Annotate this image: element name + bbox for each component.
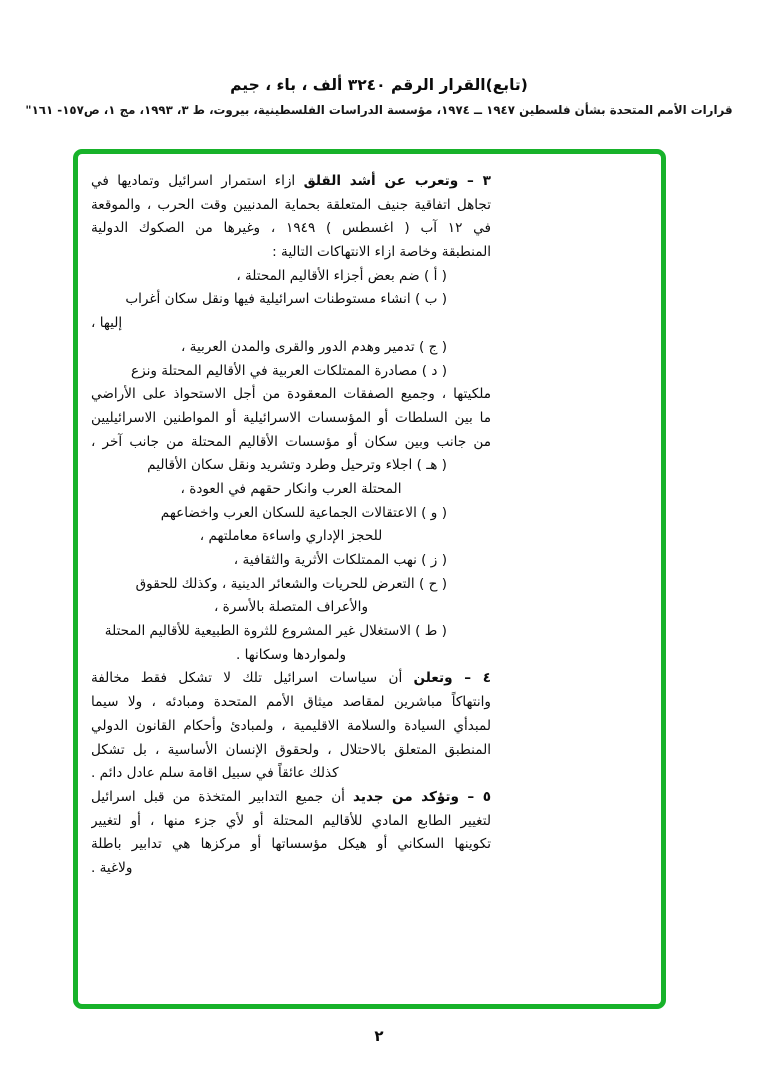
text-line: تكوينها السكاني أو هيكل مؤسساتها أو مركزها هي تدابير باطلة [91,836,491,853]
text-line: لمبدأي السيادة والسلامة الاقليمية ، ولمبادئ وأحكام القانون الدولي [91,717,491,734]
page-title: (تابع)القرار الرقم ٣٢٤٠ ألف ، باء ، جيم [230,76,528,94]
text-line: من جانب وبين سكان أو مؤسسات الأقاليم المحتلة من جانب آخر ، [91,433,491,450]
text-line: ( ح ) التعرض للحريات والشعائر الدينية ، وكذلك للحقوق [135,575,447,592]
text-line: إليها ، [91,315,123,332]
text-line: تجاهل اتفاقية جنيف المتعلقة بحماية المدنيين وقت الحرب ، والموقعة [91,196,491,213]
text-line: المحتلة العرب وانكار حقهم في العودة ، [180,480,402,497]
text-line: ٣ – وتعرب عن أشد القلق ازاء استمرار اسرائيل وتماديها في [91,173,491,189]
text-line: ملكيتها ، وجميع الصفقات المعقودة من أجل الاستحواذ على الأراضي [91,386,491,403]
text-line: ( أ ) ضم بعض أجزاء الأقاليم المحتلة ، [236,267,447,284]
text-line: ولاغية . [91,859,133,876]
text-line: ٥ – وتؤكد من جديد أن جميع التدابير المتخذة من قبل اسرائيل [91,788,491,805]
text-line: المنطبقة وخاصة ازاء الانتهاكات التالية : [272,244,491,261]
text-line: ( د ) مصادرة الممتلكات العربية في الأقاليم المحتلة ونزع [130,362,447,379]
text-line: لتغيير الطابع المادي للأقاليم المحتلة أو لأي جزء منها ، أو لتغيير [91,812,491,829]
text-line: كذلك عائقاً في سبيل اقامة سلم عادل دائم . [91,765,339,782]
text-line: ٤ – وتعلن أن سياسات اسرائيل تلك لا تشكل فقط مخالفة [91,670,491,687]
text-line: ولمواردها وسكانها . [235,646,347,663]
text-line: ( ز ) نهب الممتلكات الأثرية والثقافية ، [233,552,447,568]
text-line: وانتهاكاً مباشرين لمقاصد ميثاق الأمم المتحدة ومبادئه ، ولا سيما [91,694,491,711]
page-number: ٢ [374,1027,384,1045]
text-line: للحجز الإداري واساءة معاملتهم ، [199,528,383,545]
text-line: في ١٢ آب ( اغسطس ) ١٩٤٩ ، وغيرها من الصكوك الدولية [91,220,491,237]
source-citation: قرارات الأمم المتحدة بشأن فلسطين ١٩٤٧ ــ ١٩٧٤، مؤسسة الدراسات الفلسطينية، بيروت، ط ٣، ١٩٩٣، مج ١، ص١٥٧- ١٦١" [25,103,733,117]
text-line: ( ب ) انشاء مستوطنات اسرائيلية فيها ونقل سكان أغراب [125,291,447,308]
text-line: والأعراف المتصلة بالأسرة ، [213,599,369,616]
resolution-text [91,170,491,881]
text-line: ( ج ) تدمير وهدم الدور والقرى والمدن العربية ، [180,338,447,355]
text-line: ( هـ ) اجلاء وترحيل وطرد وتشريد ونقل سكان الأقاليم [147,457,447,474]
resolution-box [73,149,666,1009]
text-line: المنطبق المتعلق بالاحتلال ، ولحقوق الإنسان الأساسية ، بل تشكل [91,741,491,758]
text-line: ( ط ) الاستغلال غير المشروع للثروة الطبيعية للأقاليم المحتلة [104,623,447,640]
text-line: ( و ) الاعتقالات الجماعية للسكان العرب واخضاعهم [160,504,447,521]
text-line: ما بين السلطات أو المؤسسات الاسرائيلية أو المواطنين الاسرائيليين [91,409,491,426]
